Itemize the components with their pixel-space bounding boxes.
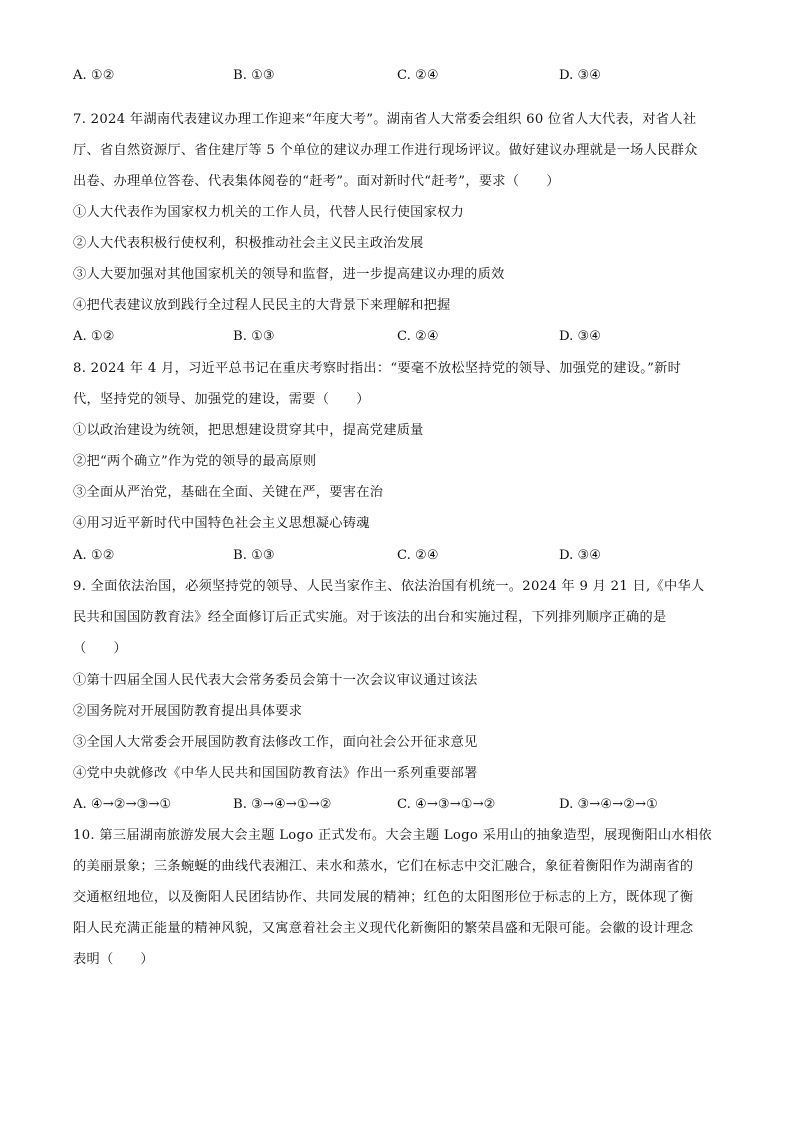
q8-stem-line-2: 代，坚持党的领导、加强党的建设，需要（ ）	[73, 392, 370, 407]
q7-option-d: D. ③④	[559, 329, 602, 344]
q9-stem-line-2: 民共和国国防教育法》经全面修订后正式实施。对于该法的出台和实施过程，下列排列顺序正确的是	[73, 610, 667, 625]
q8-option-b: B. ①③	[233, 548, 275, 563]
q9-option-c: C. ④→③→①→②	[397, 797, 496, 812]
q6-option-a: A. ①②	[73, 68, 115, 83]
q8-stem-line-1: 8. 2024 年 4 月，习近平总书记在重庆考察时指出：“要毫不放松坚持党的领导、加强党的建设。”新时	[73, 361, 682, 376]
q6-options	[73, 67, 733, 85]
q7-statement-3: ③人大要加强对其他国家机关的领导和监督，进一步提高建议办理的质效	[73, 267, 505, 282]
q10-stem-line-1: 10. 第三届湖南旅游发展大会主题 Logo 正式发布。大会主题 Logo 采用山的抽象造型，展现衡阳山水相依	[73, 828, 712, 843]
q7-stem-line-1: 7. 2024 年湖南代表建议办理工作迎来“年度大考”。湖南省人大常委会组织 60 位省人大代表，对省人社	[73, 112, 697, 127]
q7-statement-2: ②人大代表积极行使权利，积极推动社会主义民主政治发展	[73, 236, 424, 251]
q9-stem-line-1: 9. 全面依法治国，必须坚持党的领导、人民当家作主、依法治国有机统一。2024 年 9 月 21 日,《中华人	[73, 579, 705, 594]
q9-options	[73, 796, 733, 814]
q8-statement-3: ③全面从严治党，基础在全面、关键在严，要害在治	[73, 485, 384, 500]
q6-option-b: B. ①③	[233, 68, 275, 83]
q7-statement-4: ④把代表建议放到践行全过程人民民主的大背景下来理解和把握	[73, 298, 451, 313]
q7-option-c: C. ②④	[397, 329, 439, 344]
q8-statement-2: ②把“两个确立”作为党的领导的最高原则	[73, 454, 317, 469]
q8-options	[73, 547, 733, 565]
q10-stem-line-4: 阳人民充满正能量的精神风貌，又寓意着社会主义现代化新衡阳的繁荣昌盛和无限可能。会徽的设计理念	[73, 921, 694, 936]
q7-stem-line-2: 厅、省自然资源厅、省住建厅等 5 个单位的建议办理工作进行现场评议。做好建议办理就是一场人民群众	[73, 143, 698, 158]
q9-option-b: B. ③→④→①→②	[233, 797, 332, 812]
q6-option-d: D. ③④	[559, 68, 602, 83]
q6-option-c: C. ②④	[397, 68, 439, 83]
q9-stem-line-3: （ ）	[73, 641, 127, 656]
q9-option-d: D. ③→④→②→①	[559, 797, 658, 812]
q9-statement-4: ④党中央就修改《中华人民共和国国防教育法》作出一系列重要部署	[73, 766, 478, 781]
q8-option-d: D. ③④	[559, 548, 602, 563]
q9-statement-3: ③全国人大常委会开展国防教育法修改工作，面向社会公开征求意见	[73, 735, 478, 750]
q8-option-c: C. ②④	[397, 548, 439, 563]
q9-statement-2: ②国务院对开展国防教育提出具体要求	[73, 704, 303, 719]
q10-stem-line-2: 的美丽景象；三条蜿蜒的曲线代表湘江、耒水和蒸水，它们在标志中交汇融合，象征着衡阳作为湖南省的	[73, 859, 694, 874]
q9-option-a: A. ④→②→③→①	[73, 797, 172, 812]
q10-stem-line-5: 表明（ ）	[73, 952, 154, 967]
q7-options	[73, 328, 733, 346]
q7-option-a: A. ①②	[73, 329, 115, 344]
q7-option-b: B. ①③	[233, 329, 275, 344]
q9-statement-1: ①第十四届全国人民代表大会常务委员会第十一次会议审议通过该法	[73, 673, 478, 688]
q10-stem-line-3: 交通枢纽地位，以及衡阳人民团结协作、共同发展的精神；红色的太阳图形位于标志的上方，既体现了衡	[73, 890, 694, 905]
q8-statement-1: ①以政治建设为统领，把思想建设贯穿其中，提高党建质量	[73, 423, 424, 438]
q7-stem-line-3: 出卷、办理单位答卷、代表集体阅卷的“赶考”。面对新时代“赶考”，要求（ ）	[73, 174, 560, 189]
q8-option-a: A. ①②	[73, 548, 115, 563]
q8-statement-4: ④用习近平新时代中国特色社会主义思想凝心铸魂	[73, 516, 370, 531]
q7-statement-1: ①人大代表作为国家权力机关的工作人员，代替人民行使国家权力	[73, 205, 465, 220]
